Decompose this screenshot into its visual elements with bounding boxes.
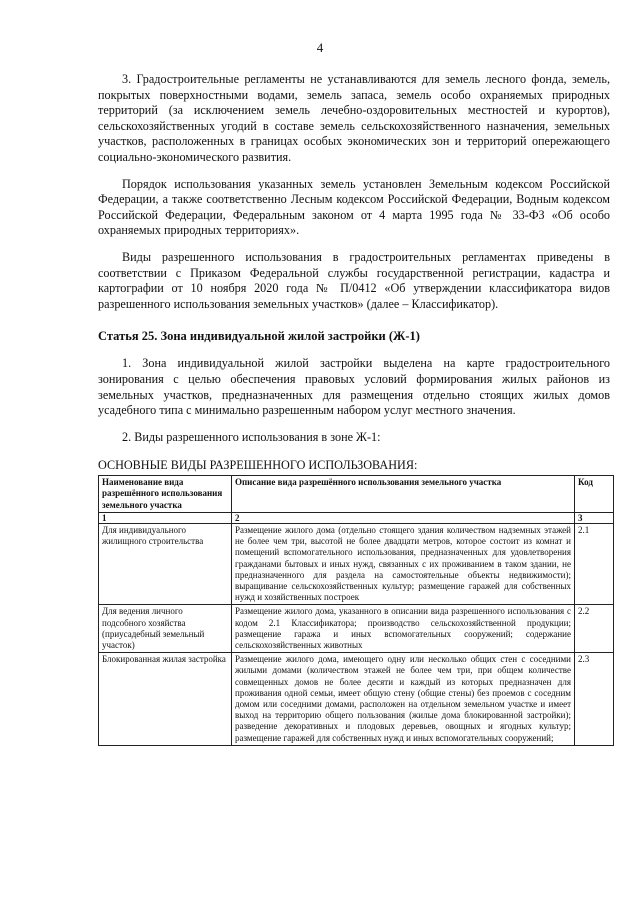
paragraph-regulations-exemptions: 3. Градостроительные регламенты не устанавливаются для земель лесного фонда, земель, покрытых поверхностными водами, земель запаса, земель особо охраняемых природных территорий (за исключением земель лечебно-оздоровительных местностей и курортов), сельскохозяйственных угодий в составе земель сельскохозяйственного назначения, земельных участков, расположенных в границах особых экономических зон и территорий опережающего социально-экономического развития. [98, 72, 610, 164]
use-code: 2.2 [575, 605, 614, 653]
header-code: Код [575, 476, 614, 513]
use-description: Размещение жилого дома, имеющего одну или несколько общих стен с соседними жилыми домами (количеством этажей не более чем три, при общем количестве совмещенных домов не более десяти и каждый из которых предназначен для проживания одной семьи, имеет общую стену (общие стены) без проемов с соседним домом или соседними домами, расположен на отдельном земельном участке и имеет выход на территорию общего пользования (жилые дома блокированной застройки); разведение декоративных и плодовых деревьев, овощных и ягодных культур; размещение гаражей для собственных нужд и иных вспомогательных сооружений; [232, 653, 575, 746]
table-row [99, 653, 614, 746]
section-caption: ОСНОВНЫЕ ВИДЫ РАЗРЕШЕННОГО ИСПОЛЬЗОВАНИЯ: [98, 458, 418, 473]
table-column-numbers-row [99, 512, 614, 523]
paragraph-zone-uses-intro: 2. Виды разрешенного использования в зоне Ж-1: [122, 429, 381, 444]
column-number: 2 [232, 512, 575, 523]
use-name: Для ведения личного подсобного хозяйства (приусадебный земельный участок) [99, 605, 232, 653]
use-code: 2.1 [575, 523, 614, 604]
table-header-row [99, 476, 614, 513]
use-code: 2.3 [575, 653, 614, 746]
use-name: Блокированная жилая застройка [99, 653, 232, 746]
paragraph-land-use-order: Порядок использования указанных земель установлен Земельным кодексом Российской Федерации, а также соответственно Лесным кодексом Российской Федерации, Водным кодексом Российской Федерации, Федеральным законом от 4 марта 1995 года № 33-ФЗ «Об особо охраняемых природных территориях». [98, 176, 610, 238]
use-description: Размещение жилого дома (отдельно стоящего здания количеством надземных этажей не более чем три, высотой не более двадцати метров, которое состоит из комнат и помещений вспомогательного использования, предназначенных для удовлетворения гражданами бытовых и иных нужд, связанных с их проживанием в таком здании, не предназначенного для раздела на самостоятельные объекты недвижимости); выращивание сельскохозяйственных культур; размещение гаражей для собственных нужд и хозяйственных построек [232, 523, 575, 604]
table-row [99, 523, 614, 604]
paragraph-zone-description: 1. Зона индивидуальной жилой застройки выделена на карте градостроительного зонирования с целью обеспечения правовых условий формирования жилых районов из земельных участков, предназначенных для размещения отдельно стоящих жилых домов усадебного типа с минимально разрешенным набором услуг местного значения. [98, 356, 610, 418]
document-body [98, 72, 610, 746]
column-number: 3 [575, 512, 614, 523]
header-use-name: Наименование вида разрешённого использования земельного участка [99, 476, 232, 513]
land-use-table [98, 475, 614, 745]
column-number: 1 [99, 512, 232, 523]
article-heading: Статья 25. Зона индивидуальной жилой застройки (Ж-1) [98, 329, 420, 344]
paragraph-classifier-reference: Виды разрешенного использования в градостроительных регламентах приведены в соответствии с Приказом Федеральной службы государственной регистрации, кадастра и картографии от 10 ноября 2020 года № П/0412 «Об утверждении классификатора видов разрешенного использования земельных участков» (далее – Классификатор). [98, 249, 610, 311]
use-name: Для индивидуального жилищного строительства [99, 523, 232, 604]
table-row [99, 605, 614, 653]
page-number: 4 [316, 40, 324, 55]
use-description: Размещение жилого дома, указанного в описании вида разрешенного использования с кодом 2.1 Классификатора; производство сельскохозяйственной продукции; размещение гаража и иных вспомогательных сооружений; содержание сельскохозяйственных животных [232, 605, 575, 653]
header-use-description: Описание вида разрешённого использования земельного участка [232, 476, 575, 513]
